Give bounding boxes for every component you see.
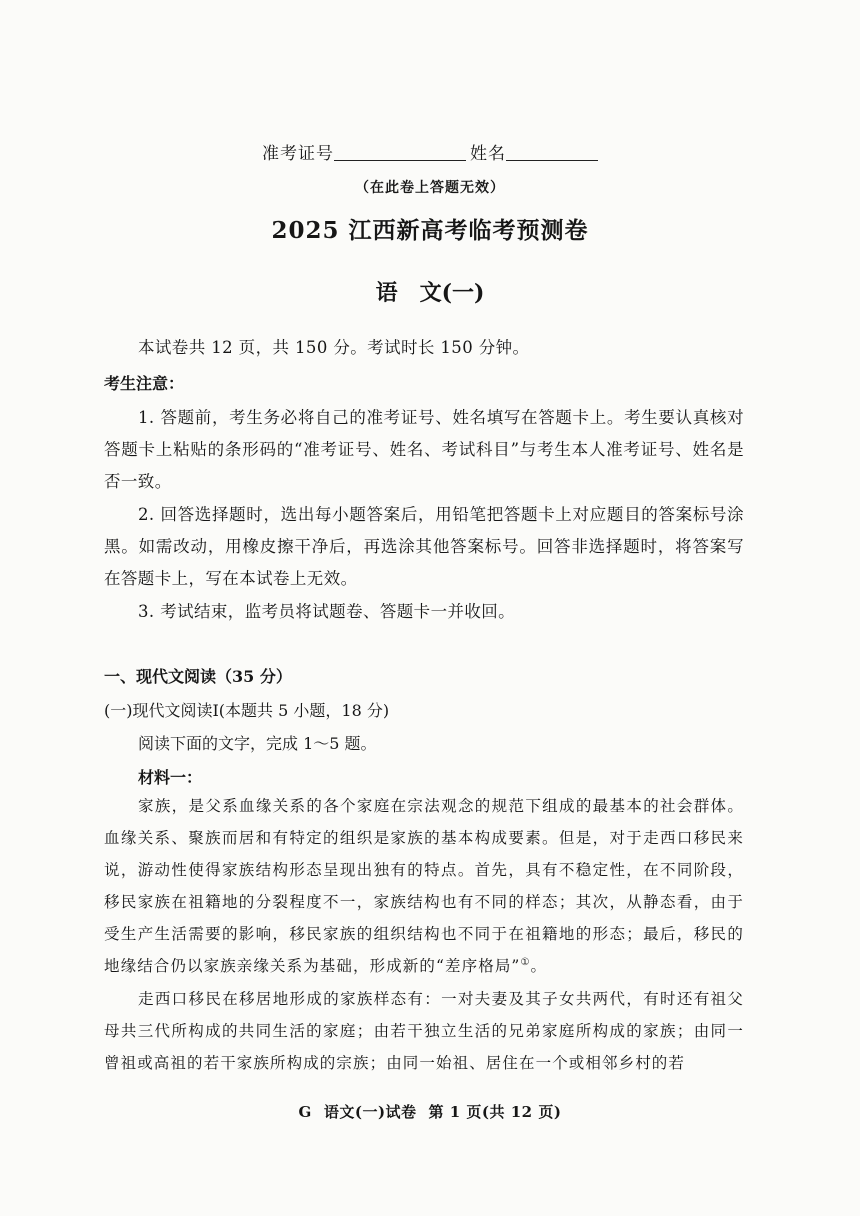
footer-page-number: 第 1 页(共 12 页) <box>428 1103 562 1121</box>
material-paragraph-2: 走西口移民在移居地形成的家族样态有：一对夫妻及其子女共两代，有时还有祖父母共三代所构成的共同生活的家庭；由若干独立生活的兄弟家庭所构成的家族；由同一曾祖或高祖的若干家族所构成的宗族；由同一始祖、居住在一个或相邻乡村的若 <box>104 990 744 1072</box>
footnote-mark: ① <box>520 956 531 968</box>
exam-title: 2025 江西新高考临考预测卷 <box>271 217 589 244</box>
invalid-answer-notice: （在此卷上答题无效） <box>355 180 505 196</box>
note-item-1: 1. 答题前，考生务必将自己的准考证号、姓名填写在答题卡上。考生要认真核对答题卡上粘贴的条形码的“准考证号、姓名、考试科目”与考生本人准考证号、姓名是否一致。 <box>104 408 744 491</box>
name-blank[interactable] <box>506 144 598 161</box>
material-label: 材料一： <box>138 768 203 787</box>
reading-instruction: 阅读下面的文字，完成 1～5 题。 <box>138 734 377 753</box>
paragraph-1-text: 家族，是父系血缘关系的各个家庭在宗法观念的规范下组成的最基本的社会群体。血缘关系、聚族而居和有特定的组织是家族的基本构成要素。但是，对于走西口移民来说，游动性使得家族结构形态呈现出独有的特点。首先，具有不稳定性，在不同阶段，移民家族在祖籍地的分裂程度不一，家族结构也有不同的样态；其次，从静态看，由于受生产生活需要的影响，移民家族的组织结构也不同于在祖籍地的形态；最后，移民的地缘结合仍以家族亲缘关系为基础，形成新的“差序格局” <box>104 797 744 975</box>
subject-part1: 语 <box>375 280 398 306</box>
material-paragraph-1 <box>104 790 744 982</box>
note-item-3: 3. 考试结束，监考员将试题卷、答题卡一并收回。 <box>138 602 516 621</box>
note-item-2: 2. 回答选择题时，选出每小题答案后，用铅笔把答题卡上对应题目的答案标号涂黑。如需改动，用橡皮擦干净后，再选涂其他答案标号。回答非选择题时，将答案写在答题卡上，写在本试卷上无效。 <box>104 505 744 588</box>
page-footer <box>0 1101 860 1122</box>
subject-title <box>0 276 860 307</box>
section-sub-heading: (一)现代文阅读Ⅰ(本题共 5 小题，18 分) <box>104 701 390 720</box>
exam-intro: 本试卷共 12 页，共 150 分。考试时长 150 分钟。 <box>138 338 530 357</box>
footer-code: G <box>298 1103 312 1121</box>
notes-heading: 考生注意： <box>104 374 185 393</box>
footer-paper: 语文(一)试卷 <box>323 1103 417 1121</box>
exam-id-label: 准考证号 <box>262 144 334 164</box>
section-heading: 一、现代文阅读（35 分） <box>104 667 292 686</box>
candidate-info-line <box>0 139 860 164</box>
exam-id-blank[interactable] <box>334 144 466 161</box>
paragraph-1-end: 。 <box>530 957 548 975</box>
subject-part2: 文(一) <box>419 280 485 306</box>
name-label: 姓名 <box>470 144 506 164</box>
